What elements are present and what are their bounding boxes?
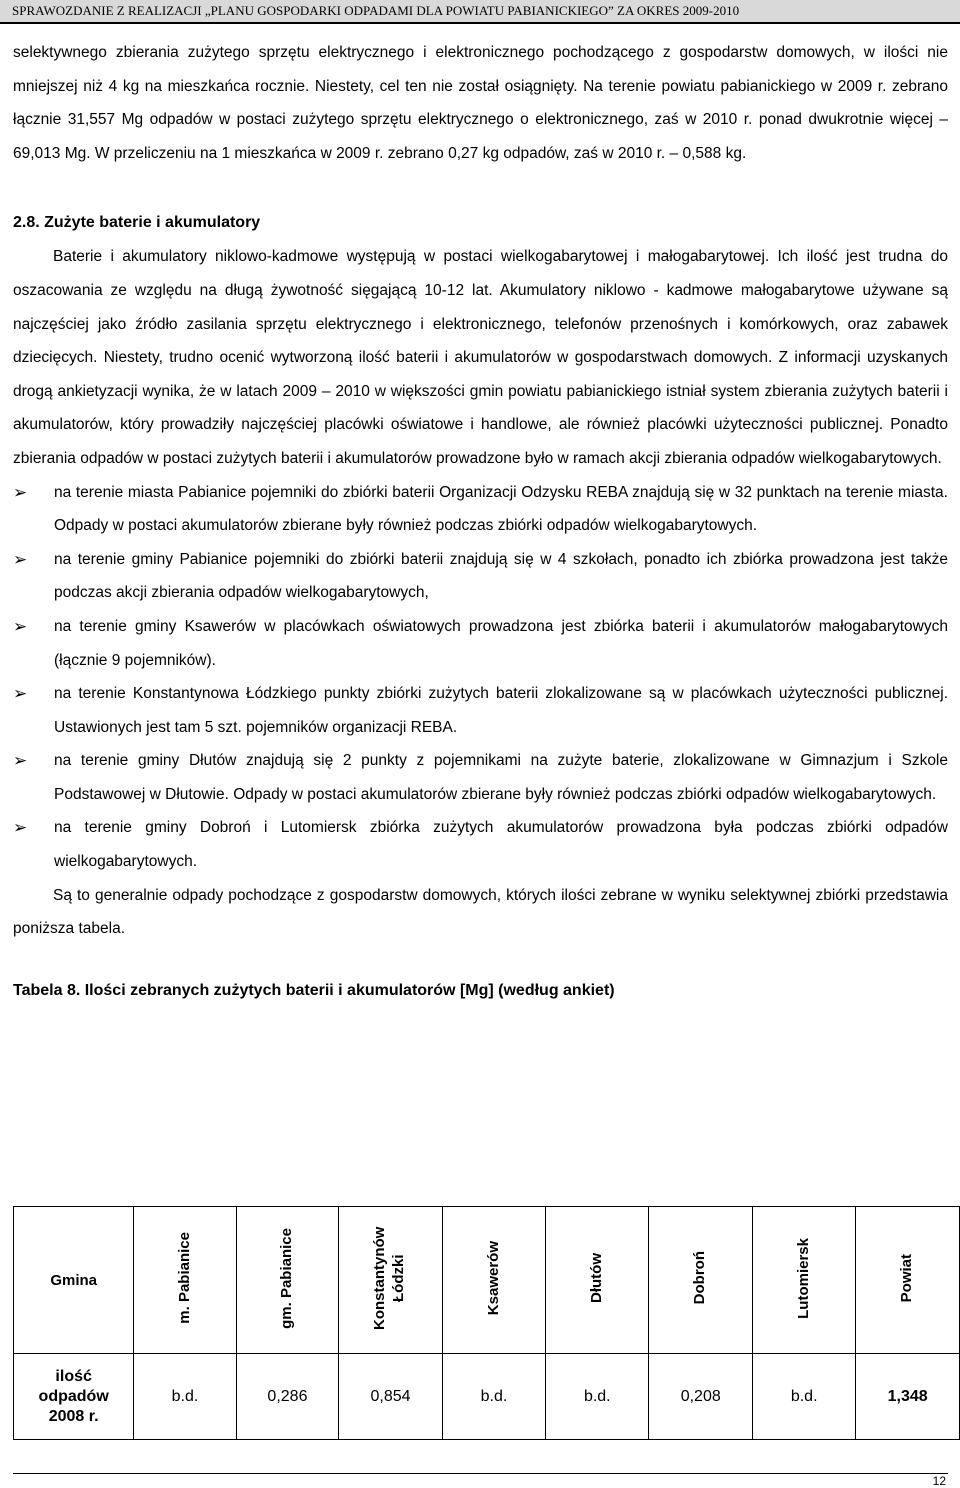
data-table bbox=[13, 1206, 960, 1440]
intro-paragraph: selektywnego zbierania zużytego sprzętu elektrycznego i elektronicznego pochodzącego z gospodarstw domowych, w ilości nie mniejszej niż 4 kg na mieszkańca rocznie. Niestety, cel ten nie został osiągnięty. Na terenie powiatu pabianickiego w 2009 r. zebrano łącznie 31,557 Mg odpadów w postaci zużytego sprzętu elektrycznego o elektronicznego, zaś w 2010 r. ponad dwukrotnie więcej – 69,013 Mg. W przeliczeniu na 1 mieszkańca w 2009 r. zebrano 0,27 kg odpadów, zaś w 2010 r. – 0,588 kg. bbox=[13, 44, 948, 162]
table-cell: b.d. bbox=[546, 1354, 649, 1440]
table-cell: 0,208 bbox=[649, 1354, 753, 1440]
section-paragraph: Baterie i akumulatory niklowo-kadmowe występują w postaci wielkogabarytowej i małogabarytowej. Ich ilość jest trudna do oszacowania ze względu na długą żywotność sięgającą 10-12 lat. Akumulatory niklowo - kadmowe małogabarytowe używane są najczęściej jako źródło zasilania sprzętu elektrycznego i elektronicznego, telefonów przenośnych i komórkowych, oraz zabawek dziecięcych. Niestety, trudno ocenić wytworzoną ilość baterii i akumulatorów w gospodarstwach domowych. Z informacji uzyskanych drogą ankietyzacji wynika, że w latach 2009 – 2010 w większości gmin powiatu pabianickiego istniał system zbierania zużytych baterii i akumulatorów, który prowadziły najczęściej placówki oświatowe i handlowe, ale również placówki użyteczności publicznej. Ponadto zbierania odpadów w postaci zużytych baterii i akumulatorów prowadzone było w ramach akcji zbierania odpadów wielkogabarytowych. bbox=[13, 248, 948, 467]
table-cell: b.d. bbox=[753, 1354, 856, 1440]
arrow-bullet-icon: ➢ bbox=[13, 684, 28, 704]
list-item-text: na terenie miasta Pabianice pojemniki do zbiórki baterii Organizacji Odzysku REBA znajdują się w 32 punktach na terenie miasta. Odpady w postaci akumulatorów zbierane były również podczas zbiórki odpadów wielkogabarytowych. bbox=[54, 483, 948, 535]
list-item bbox=[13, 811, 948, 878]
column-header: gm. Pabianice bbox=[236, 1207, 339, 1354]
table-cell: b.d. bbox=[134, 1354, 236, 1440]
column-header: Dłutów bbox=[546, 1207, 649, 1354]
table-cell: 0,854 bbox=[339, 1354, 443, 1440]
document-body bbox=[13, 36, 948, 1006]
section-heading: 2.8. Zużyte baterie i akumulatory bbox=[13, 214, 261, 232]
arrow-bullet-icon: ➢ bbox=[13, 549, 28, 569]
list-item-text: na terenie Konstantynowa Łódzkiego punkty zbiórki zużytych baterii zlokalizowane są w placówkach użyteczności publicznej. Ustawionych jest tam 5 szt. pojemników organizacji REBA. bbox=[54, 685, 948, 736]
table-caption: Tabela 8. Ilości zebranych zużytych baterii i akumulatorów [Mg] (według ankiet) bbox=[13, 981, 615, 999]
arrow-bullet-icon: ➢ bbox=[13, 818, 28, 838]
arrow-bullet-icon: ➢ bbox=[13, 751, 28, 771]
arrow-bullet-icon: ➢ bbox=[13, 616, 28, 636]
corner-header: Gmina bbox=[14, 1207, 134, 1354]
column-header: m. Pabianice bbox=[134, 1207, 236, 1354]
table-cell: 0,286 bbox=[236, 1354, 339, 1440]
column-header: Lutomiersk bbox=[753, 1207, 856, 1354]
list-item-text: na terenie gminy Dłutów znajdują się 2 punkty z pojemnikami na zużyte baterie, zlokalizowane w Gimnazjum i Szkole Podstawowej w Dłutowie. Odpady w postaci akumulatorów zbierane były również podczas zbiórki odpadów wielkogabarytowych. bbox=[54, 752, 948, 803]
footer-divider bbox=[13, 1473, 948, 1474]
table-row bbox=[14, 1354, 960, 1440]
list-item-text: na terenie gminy Pabianice pojemniki do zbiórki baterii znajdują się w 4 szkołach, ponadto ich zbiórka prowadzona jest także podczas akcji zbierania odpadów wielkogabarytowych, bbox=[54, 550, 948, 602]
table-header-row bbox=[14, 1207, 960, 1354]
closing-paragraph: Są to generalnie odpady pochodzące z gospodarstw domowych, których ilości zebrane w wyniku selektywnej zbiórki przedstawia poniższa tabela. bbox=[13, 886, 948, 938]
row-header: ilość odpadów 2008 r. bbox=[14, 1354, 134, 1440]
list-item-text: na terenie gminy Ksawerów w placówkach oświatowych prowadzona jest zbiórka baterii i akumulatorów małogabarytowych (łącznie 9 pojemników). bbox=[54, 617, 948, 669]
table-cell: b.d. bbox=[442, 1354, 545, 1440]
table-cell-total: 1,348 bbox=[856, 1354, 960, 1440]
running-header: SPRAWOZDANIE Z REALIZACJI „PLANU GOSPODARKI ODPADAMI DLA POWIATU PABIANICKIEGO” ZA OKRES 2009-2010 bbox=[0, 0, 960, 24]
bullet-list bbox=[13, 476, 948, 879]
arrow-bullet-icon: ➢ bbox=[13, 482, 28, 502]
page-number: 12 bbox=[932, 1474, 946, 1488]
list-item bbox=[13, 610, 948, 677]
list-item bbox=[13, 677, 948, 744]
list-item bbox=[13, 543, 948, 610]
column-header: Dobroń bbox=[649, 1207, 753, 1354]
list-item bbox=[13, 744, 948, 811]
list-item-text: na terenie gminy Dobroń i Lutomiersk zbiórka zużytych akumulatorów prowadzona była podczas zbiórki odpadów wielkogabarytowych. bbox=[54, 819, 948, 871]
column-header: Ksawerów bbox=[442, 1207, 545, 1354]
column-header: Konstantynów Łódzki bbox=[339, 1207, 443, 1354]
spacer bbox=[13, 170, 948, 206]
list-item bbox=[13, 476, 948, 543]
column-header: Powiat bbox=[856, 1207, 960, 1354]
